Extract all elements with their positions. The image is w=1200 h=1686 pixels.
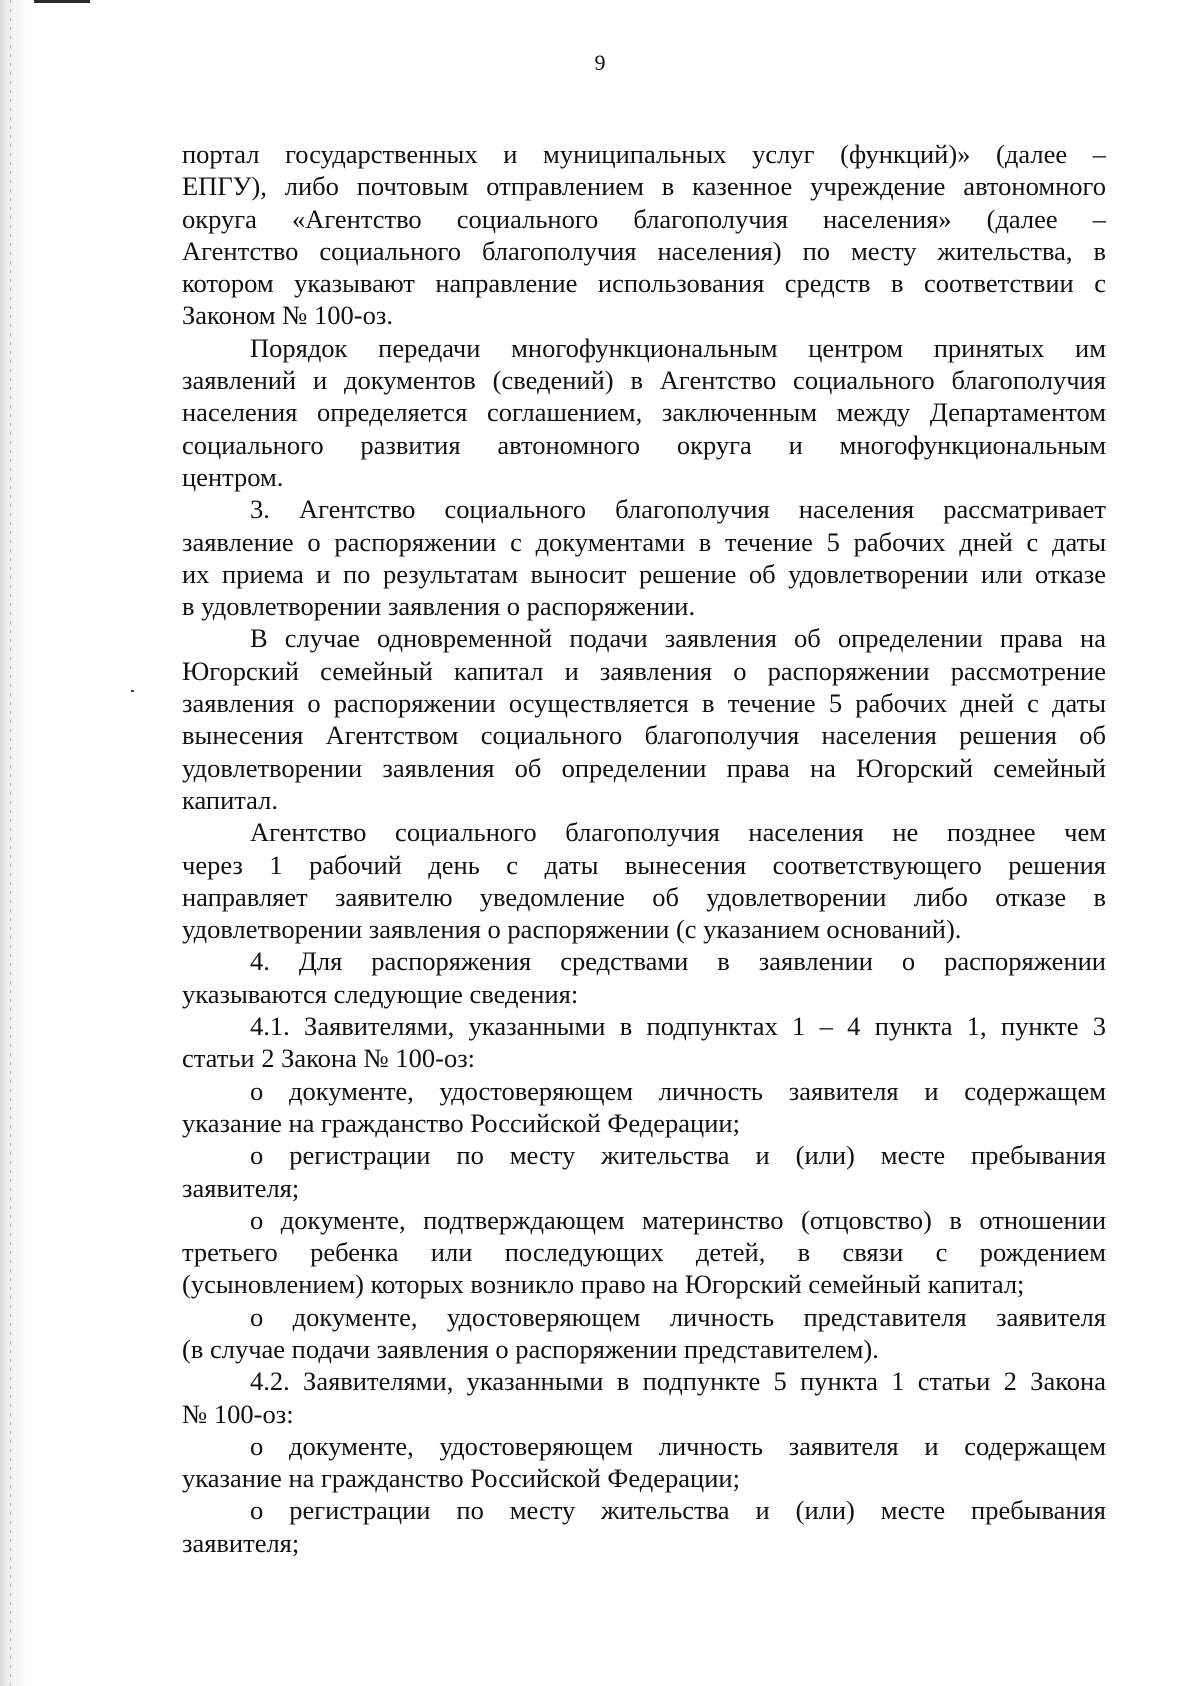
text-line: о документе, подтверждающем материнство (отцовство) в отношении bbox=[250, 1204, 1106, 1235]
text-line: социального развития автономного округа и многофункциональным bbox=[182, 429, 1106, 460]
text-line: (в случае подачи заявления о распоряжении представителем). bbox=[182, 1333, 879, 1364]
text-line: удовлетворении заявления об определении права на Югорский семейный bbox=[182, 752, 1106, 783]
text-line: заявление о распоряжении с документами в течение 5 рабочих дней с даты bbox=[182, 526, 1106, 557]
text-line: населения определяется соглашением, заключенным между Департаментом bbox=[182, 397, 1106, 428]
text-line: указание на гражданство Российской Федерации; bbox=[182, 1107, 740, 1138]
text-line: заявлений и документов (сведений) в Агентство социального благополучия bbox=[182, 365, 1106, 396]
text-line: о регистрации по месту жительства и (или) месте пребывания bbox=[250, 1140, 1106, 1171]
text-line: третьего ребенка или последующих детей, в связи с рождением bbox=[182, 1237, 1106, 1268]
text-line: заявления о распоряжении осуществляется в течение 5 рабочих дней с даты bbox=[182, 688, 1106, 719]
text-line: 4. Для распоряжения средствами в заявлении о распоряжении bbox=[250, 946, 1106, 977]
document-body bbox=[182, 138, 1106, 1559]
text-line: указание на гражданство Российской Федерации; bbox=[182, 1463, 740, 1494]
text-line: 3. Агентство социального благополучия населения рассматривает bbox=[250, 494, 1106, 525]
text-line: заявителя; bbox=[182, 1527, 300, 1558]
text-line: их приема и по результатам выносит решение об удовлетворении или отказе bbox=[182, 558, 1106, 589]
text-line: В случае одновременной подачи заявления об определении права на bbox=[250, 623, 1106, 654]
text-line: округа «Агентство социального благополучия населения» (далее – bbox=[182, 203, 1106, 234]
text-line: портал государственных и муниципальных услуг (функций)» (далее – bbox=[182, 139, 1106, 169]
text-line: Порядок передачи многофункциональным центром принятых им bbox=[250, 332, 1106, 363]
text-line: вынесения Агентством социального благополучия населения решения об bbox=[182, 720, 1106, 751]
text-line: котором указывают направление использования средств в соответствии с bbox=[182, 268, 1106, 299]
text-line: направляет заявителю уведомление об удовлетворении либо отказе в bbox=[182, 881, 1106, 912]
text-line: капитал. bbox=[182, 784, 278, 815]
text-line: 4.1. Заявителями, указанными в подпунктах 1 – 4 пункта 1, пункте 3 bbox=[250, 1011, 1106, 1042]
text-line: через 1 рабочий день с даты вынесения соответствующего решения bbox=[182, 849, 1106, 880]
scan-corner-mark bbox=[34, 0, 90, 3]
text-line: Агентство социального благополучия населения) по месту жительства, в bbox=[182, 235, 1106, 266]
page-number: 9 bbox=[594, 50, 606, 75]
text-line: центром. bbox=[182, 461, 284, 492]
text-line: указываются следующие сведения: bbox=[182, 978, 579, 1009]
scan-edge-shadow bbox=[0, 0, 34, 1686]
text-line: ЕПГУ), либо почтовым отправлением в казенное учреждение автономного bbox=[182, 171, 1106, 202]
text-line: статьи 2 Закона № 100-оз: bbox=[182, 1043, 476, 1074]
text-line: о регистрации по месту жительства и (или) месте пребывания bbox=[250, 1495, 1106, 1526]
text-line: о документе, удостоверяющем личность представителя заявителя bbox=[250, 1301, 1106, 1332]
text-line: (усыновлением) которых возникло право на Югорский семейный капитал; bbox=[182, 1269, 1025, 1300]
text-line: 4.2. Заявителями, указанными в подпункте 5 пункта 1 статьи 2 Закона bbox=[250, 1366, 1106, 1397]
text-line: Законом № 100-оз. bbox=[182, 300, 393, 331]
text-line: о документе, удостоверяющем личность заявителя и содержащем bbox=[250, 1075, 1106, 1106]
text-line: удовлетворении заявления о распоряжении (с указанием оснований). bbox=[182, 914, 962, 945]
text-line: № 100-оз: bbox=[182, 1398, 294, 1429]
text-line: в удовлетворении заявления о распоряжении. bbox=[182, 591, 696, 622]
text-line: о документе, удостоверяющем личность заявителя и содержащем bbox=[250, 1430, 1106, 1461]
scan-speck bbox=[131, 690, 134, 692]
text-line: Агентство социального благополучия населения не позднее чем bbox=[250, 817, 1106, 848]
text-line: Югорский семейный капитал и заявления о распоряжении рассмотрение bbox=[182, 655, 1106, 686]
text-line: заявителя; bbox=[182, 1172, 300, 1203]
